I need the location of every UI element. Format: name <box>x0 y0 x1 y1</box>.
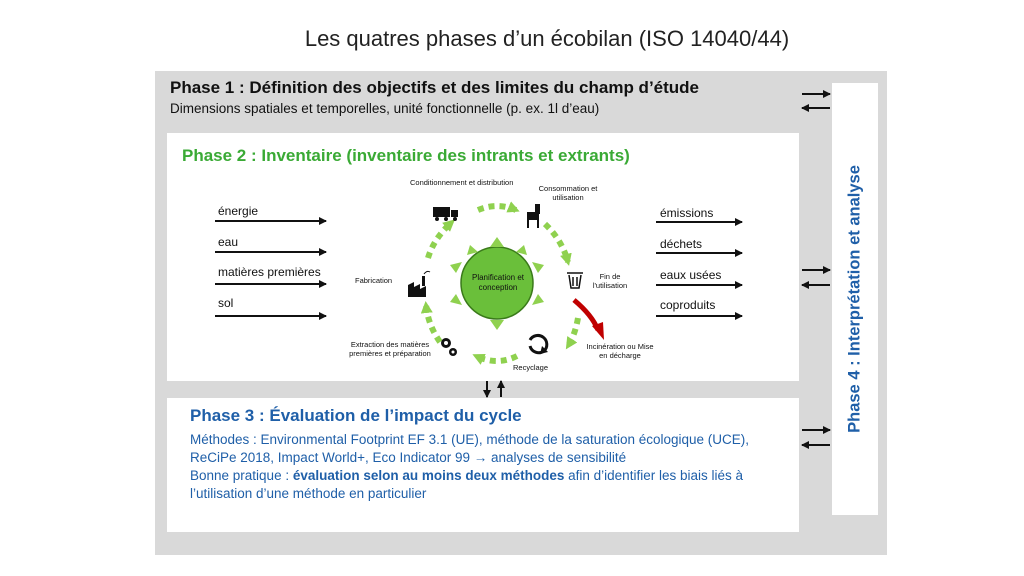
phase1-title: Phase 1 : Définition des objectifs et des limites du champ d’étude <box>170 78 700 97</box>
phase3-title: Phase 3 : Évaluation de l’impact du cycle <box>190 406 522 425</box>
input-sol: sol <box>218 296 234 310</box>
gears-icon <box>441 338 457 356</box>
diagram-title: Les quatres phases d’un écobilan (ISO 14040/44) <box>304 26 790 51</box>
practice-prefix: Bonne pratique : <box>190 468 293 483</box>
output-emissions: émissions <box>660 206 714 220</box>
practice-suffix: afin d’identifier les biais liés à l’utilisation d’une méthode en particulier <box>190 468 743 501</box>
output-eaux-usees: eaux usées <box>660 268 722 282</box>
label-recyclage: Recyclage <box>513 363 549 372</box>
input-eau: eau <box>218 235 239 249</box>
phase3-phase4-arrows <box>802 430 830 445</box>
chair-icon <box>527 204 540 228</box>
center-label: Planification et conception <box>471 273 525 292</box>
phase2-title: Phase 2 : Inventaire (inventaire des intrants et extrants) <box>182 146 630 165</box>
label-conditionnement: Conditionnement et distribution <box>410 178 514 187</box>
input-matieres: matières premières <box>218 265 321 279</box>
practice-bold: évaluation selon au moins deux méthodes <box>292 468 565 483</box>
phase3-methods: Méthodes : Environmental Footprint EF 3.1 (UE), méthode de la saturation écologique (UCE), ReCiPe 2018, Impact World+, Eco Indicator 99 → analyses de sensibilité <box>190 432 750 465</box>
phase2-phase4-arrows <box>802 270 830 285</box>
label-extraction: Extraction des matières premières et préparation <box>349 340 431 358</box>
phase2-phase3-arrows <box>487 381 501 397</box>
phase4-title: Phase 4 : Interprétation et analyse <box>845 165 864 433</box>
output-arrows <box>656 222 742 316</box>
label-fin: Fin de l'utilisation <box>592 272 628 290</box>
label-consommation: Consommation et utilisation <box>538 184 598 202</box>
output-coproduits: coproduits <box>660 298 716 312</box>
phase1-phase4-arrows <box>802 94 830 108</box>
trash-icon <box>567 273 583 288</box>
output-dechets: déchets <box>660 237 703 251</box>
input-energie: énergie <box>218 204 259 218</box>
label-incineration: Incinération ou Mise en décharge <box>586 342 654 360</box>
phase1-subtitle: Dimensions spatiales et temporelles, unité fonctionnelle (p. ex. 1l d’eau) <box>170 101 600 116</box>
factory-icon <box>408 276 426 297</box>
truck-icon <box>433 207 458 221</box>
label-fabrication: Fabrication <box>355 276 393 285</box>
input-arrows <box>215 221 326 316</box>
